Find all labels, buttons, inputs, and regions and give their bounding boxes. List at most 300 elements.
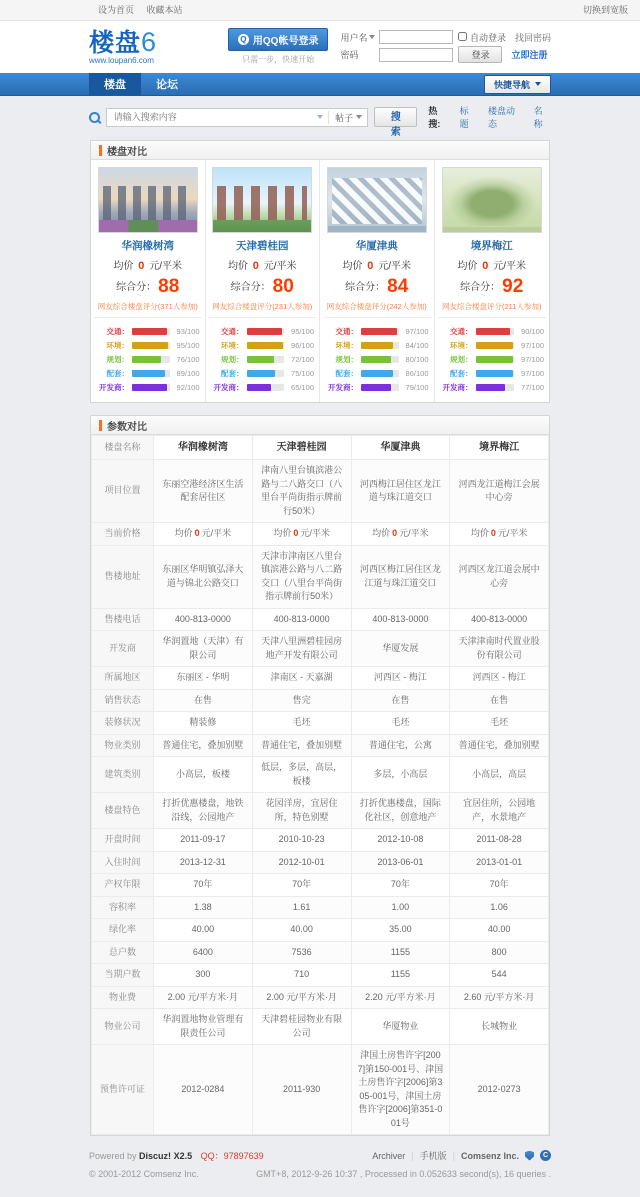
table-row bbox=[92, 896, 549, 919]
username-label: 用户名 bbox=[340, 31, 374, 44]
metric-bar-fill bbox=[132, 370, 165, 377]
metric-bar-fill bbox=[247, 328, 283, 335]
metric-bar-track bbox=[132, 356, 170, 363]
table-cell: 华厦发展 bbox=[351, 631, 450, 667]
price-value: 0 bbox=[490, 528, 496, 538]
table-row bbox=[92, 545, 549, 608]
table-cell: 1.61 bbox=[252, 896, 351, 919]
table-cell: 400-813-0000 bbox=[450, 608, 549, 631]
price-line bbox=[209, 257, 317, 272]
row-label: 当前价格 bbox=[92, 523, 154, 546]
discuz-brand[interactable]: Discuz! bbox=[139, 1151, 172, 1161]
property-column-header: 华厦津典 bbox=[351, 436, 450, 460]
quick-nav-button[interactable]: 快捷导航 bbox=[484, 75, 551, 94]
metric-bar-track bbox=[476, 356, 515, 363]
table-cell: 普通住宅，叠加别墅 bbox=[154, 734, 253, 757]
register-link[interactable]: 立即注册 bbox=[511, 50, 548, 60]
price-suffix: 元/平米 bbox=[375, 261, 411, 272]
set-home-link[interactable]: 设为首页 bbox=[98, 5, 135, 15]
logo-number: 6 bbox=[141, 26, 157, 57]
metric-bar-fill bbox=[132, 384, 167, 391]
search-scope-select[interactable]: 帖子 bbox=[328, 111, 362, 124]
score-value: 92 bbox=[502, 276, 524, 297]
vote-link[interactable]: 网友综合楼盘评分(231人参加) bbox=[212, 302, 313, 311]
row-label: 楼盘特色 bbox=[92, 793, 154, 829]
qq-icon bbox=[238, 34, 249, 45]
metric-bar-track bbox=[361, 356, 399, 363]
footer-stats: GMT+8, 2012-9-26 10:37 , Processed in 0.052633 second(s), 16 queries . bbox=[256, 1169, 551, 1179]
metric-bar-track bbox=[247, 328, 285, 335]
table-cell: 小高层，高层 bbox=[450, 757, 549, 793]
metric-score: 96/100 bbox=[291, 341, 314, 350]
page-footer bbox=[89, 1149, 551, 1179]
section-title: 参数对比 bbox=[107, 421, 147, 433]
row-label: 售楼地址 bbox=[92, 545, 154, 608]
table-cell: 东丽空港经济区生活配套居住区 bbox=[154, 460, 253, 523]
metric-row bbox=[211, 326, 315, 337]
table-cell: 1.00 bbox=[351, 896, 450, 919]
divider: | bbox=[411, 1150, 414, 1161]
metric-row bbox=[96, 326, 200, 337]
metric-bars bbox=[94, 317, 202, 398]
footer-powered: Powered by Discuz! X2.5 QQ：97897639 bbox=[89, 1151, 264, 1161]
metric-row bbox=[325, 382, 429, 393]
property-name-link[interactable]: 天津碧桂园 bbox=[236, 240, 289, 252]
property-column-header: 天津碧桂园 bbox=[252, 436, 351, 460]
hot-link-dynamics[interactable]: 楼盘动态 bbox=[487, 106, 515, 129]
metric-row bbox=[96, 368, 200, 379]
table-row bbox=[92, 964, 549, 987]
row-label: 销售状态 bbox=[92, 689, 154, 712]
table-cell: 544 bbox=[450, 964, 549, 987]
property-photo[interactable] bbox=[98, 167, 198, 233]
metric-bar-fill bbox=[476, 342, 513, 349]
metric-score: 95/100 bbox=[291, 327, 314, 336]
table-row bbox=[92, 1045, 549, 1135]
metric-score: 95/100 bbox=[176, 341, 200, 350]
table-row bbox=[92, 757, 549, 793]
row-label: 总户数 bbox=[92, 941, 154, 964]
metric-bar-fill bbox=[361, 370, 393, 377]
row-label: 入住时间 bbox=[92, 851, 154, 874]
metric-bar-track bbox=[361, 328, 399, 335]
table-row bbox=[92, 874, 549, 897]
price-prefix: 均价 bbox=[342, 261, 366, 272]
table-cell: 毛坯 bbox=[351, 712, 450, 735]
metric-bar-track bbox=[476, 342, 515, 349]
search-box bbox=[106, 108, 368, 127]
table-cell: 400-813-0000 bbox=[252, 608, 351, 631]
property-card bbox=[206, 160, 321, 402]
price-value: 0 bbox=[194, 528, 200, 538]
comsenz-icon[interactable] bbox=[540, 1150, 551, 1161]
metric-score: 65/100 bbox=[291, 383, 314, 392]
vote-link[interactable]: 网友综合楼盘评分(242人参加) bbox=[326, 302, 427, 311]
metric-bar-track bbox=[361, 342, 399, 349]
logo-text: 楼盘 bbox=[89, 28, 142, 57]
table-cell: 打折优惠楼盘，地铁沿线，公园地产 bbox=[154, 793, 253, 829]
property-name-link[interactable]: 境界梅江 bbox=[470, 240, 513, 252]
table-cell: 华厦物业 bbox=[351, 1009, 450, 1045]
row-label: 预售许可证 bbox=[92, 1045, 154, 1135]
table-cell: 宜居住所，公园地产，水景地产 bbox=[450, 793, 549, 829]
metric-label: 开发商： bbox=[328, 383, 358, 392]
table-cell: 天津津南时代置业股份有限公司 bbox=[450, 631, 549, 667]
metric-row bbox=[325, 340, 429, 351]
metric-label: 配套： bbox=[335, 369, 358, 378]
metric-label: 环境： bbox=[335, 341, 358, 350]
table-row bbox=[92, 667, 549, 690]
table-cell: 小高层，板楼 bbox=[154, 757, 253, 793]
metric-bar-fill bbox=[247, 370, 275, 377]
metric-score: 93/100 bbox=[176, 327, 200, 336]
auto-login-checkbox[interactable] bbox=[458, 32, 467, 41]
table-cell: 毛坯 bbox=[450, 712, 549, 735]
table-cell: 津南区 - 天嘉湖 bbox=[252, 667, 351, 690]
metric-score: 76/100 bbox=[176, 355, 200, 364]
metric-bar-fill bbox=[247, 356, 274, 363]
metric-row bbox=[211, 340, 315, 351]
topbar-right bbox=[583, 3, 628, 16]
table-cell: 2011-09-17 bbox=[154, 829, 253, 852]
forgot-password-link[interactable]: 找回密码 bbox=[514, 32, 551, 43]
search-icon bbox=[89, 112, 100, 123]
price-value: 0 bbox=[367, 260, 374, 272]
metric-row bbox=[211, 354, 315, 365]
qq-login-block bbox=[228, 28, 329, 65]
parameter-table bbox=[91, 435, 549, 1135]
metric-score: 97/100 bbox=[405, 327, 429, 336]
metric-score: 97/100 bbox=[521, 369, 544, 378]
metric-row bbox=[211, 382, 315, 393]
metric-score: 84/100 bbox=[405, 341, 429, 350]
metric-bar-fill bbox=[361, 384, 391, 391]
metric-bar-track bbox=[247, 342, 285, 349]
property-name-link[interactable]: 华润橡树湾 bbox=[121, 240, 174, 252]
metric-bar-track bbox=[361, 370, 399, 377]
auto-login-label: 自动登录 bbox=[469, 32, 506, 43]
nav-tab-loupan[interactable]: 楼盘 bbox=[89, 73, 141, 95]
switch-version-link[interactable]: 切换到宽版 bbox=[582, 5, 628, 15]
score-value: 84 bbox=[387, 276, 409, 297]
footer-links bbox=[372, 1149, 551, 1162]
table-cell: 800 bbox=[450, 941, 549, 964]
metric-score: 79/100 bbox=[405, 383, 429, 392]
property-column-header: 境界梅江 bbox=[450, 436, 549, 460]
metric-label: 环境： bbox=[221, 341, 244, 350]
section-accent-bar bbox=[99, 145, 102, 156]
score-label: 综合分： bbox=[116, 282, 157, 293]
topbar-left bbox=[98, 3, 193, 16]
metric-score: 92/100 bbox=[176, 383, 200, 392]
table-cell: 2.00 元/平方米·月 bbox=[252, 986, 351, 1009]
table-cell: 2013-01-01 bbox=[450, 851, 549, 874]
row-label: 项目位置 bbox=[92, 460, 154, 523]
metric-bar-track bbox=[476, 328, 515, 335]
metric-label: 开发商： bbox=[213, 383, 244, 392]
metric-label: 规划： bbox=[450, 355, 473, 364]
bookmark-link[interactable]: 收藏本站 bbox=[146, 5, 183, 15]
property-photo[interactable] bbox=[212, 167, 312, 233]
property-card bbox=[91, 160, 206, 402]
property-cards bbox=[91, 160, 549, 402]
metric-row bbox=[96, 382, 200, 393]
metric-bar-fill bbox=[247, 384, 271, 391]
metric-bar-track bbox=[476, 384, 515, 391]
price-suffix: 元/平米 bbox=[260, 261, 297, 272]
qq-login-label: 用QQ帐号登录 bbox=[252, 36, 319, 47]
row-label: 产权年限 bbox=[92, 874, 154, 897]
table-row bbox=[92, 608, 549, 631]
metric-label: 配套： bbox=[450, 369, 473, 378]
username-field[interactable] bbox=[379, 30, 453, 44]
row-label: 绿化率 bbox=[92, 919, 154, 942]
metric-row bbox=[325, 354, 429, 365]
metric-row bbox=[325, 326, 429, 337]
metric-row bbox=[96, 354, 200, 365]
table-cell: 2013-12-31 bbox=[154, 851, 253, 874]
metric-bar-track bbox=[476, 370, 515, 377]
table-row bbox=[92, 986, 549, 1009]
price-line bbox=[438, 257, 547, 272]
metric-label: 开发商： bbox=[99, 383, 129, 392]
table-cell: 河西梅江居住区龙江道与珠江道交口 bbox=[351, 460, 450, 523]
score-line bbox=[323, 276, 431, 298]
metric-score: 72/100 bbox=[291, 355, 314, 364]
metric-label: 配套： bbox=[106, 369, 129, 378]
search-input[interactable] bbox=[112, 111, 312, 123]
table-cell: 普通住宅，叠加别墅 bbox=[450, 734, 549, 757]
compare-section-header bbox=[91, 141, 549, 160]
password-label: 密码 bbox=[340, 50, 359, 60]
price-prefix: 均价 bbox=[113, 261, 137, 272]
table-cell: 毛坯 bbox=[252, 712, 351, 735]
chevron-down-icon bbox=[356, 115, 362, 119]
table-cell: 精装修 bbox=[154, 712, 253, 735]
table-cell: 2.00 元/平方米·月 bbox=[154, 986, 253, 1009]
metric-label: 交通： bbox=[106, 327, 129, 336]
qq-login-button[interactable] bbox=[228, 28, 329, 51]
table-cell: 河西区龙江道会展中心旁 bbox=[450, 545, 549, 608]
metric-bars bbox=[438, 317, 547, 398]
metric-label: 交通： bbox=[221, 327, 244, 336]
metric-bar-track bbox=[132, 328, 170, 335]
chevron-down-icon[interactable] bbox=[369, 35, 375, 39]
table-cell: 河西区 - 梅江 bbox=[450, 667, 549, 690]
score-value: 80 bbox=[272, 276, 294, 297]
vote-link[interactable]: 网友综合楼盘评分(371人参加) bbox=[97, 302, 198, 311]
metric-bar-fill bbox=[361, 328, 397, 335]
row-label: 楼盘名称 bbox=[92, 436, 154, 460]
hot-link-name[interactable]: 名称 bbox=[533, 106, 543, 129]
mobile-link[interactable]: 手机版 bbox=[419, 1151, 447, 1161]
metric-label: 环境： bbox=[106, 341, 129, 350]
chevron-down-icon bbox=[535, 82, 541, 86]
metric-label: 交通： bbox=[450, 327, 473, 336]
nav-tab-forum[interactable]: 论坛 bbox=[156, 79, 178, 91]
table-row bbox=[92, 460, 549, 523]
property-name-link[interactable]: 华厦津典 bbox=[355, 240, 398, 252]
row-label: 建筑类别 bbox=[92, 757, 154, 793]
divider: | bbox=[452, 1150, 455, 1161]
table-cell: 2012-0273 bbox=[450, 1045, 549, 1135]
table-cell: 2011-08-28 bbox=[450, 829, 549, 852]
metric-bar-track bbox=[361, 384, 399, 391]
password-field[interactable] bbox=[379, 48, 453, 62]
table-cell: 1155 bbox=[351, 941, 450, 964]
metric-score: 90/100 bbox=[521, 327, 544, 336]
section-title: 楼盘对比 bbox=[107, 146, 147, 158]
table-cell: 7536 bbox=[252, 941, 351, 964]
table-cell: 东丽区 - 华明 bbox=[154, 667, 253, 690]
login-button[interactable]: 登录 bbox=[458, 46, 502, 63]
table-cell: 35.00 bbox=[351, 919, 450, 942]
metric-row bbox=[440, 368, 545, 379]
table-cell: 2.20 元/平方米·月 bbox=[351, 986, 450, 1009]
price-value: 0 bbox=[138, 260, 145, 272]
metric-label: 环境： bbox=[450, 341, 473, 350]
table-row bbox=[92, 919, 549, 942]
table-cell: 东丽区华明镇弘泽大道与锦北公路交口 bbox=[154, 545, 253, 608]
row-label: 当期户数 bbox=[92, 964, 154, 987]
metric-bar-track bbox=[247, 356, 285, 363]
metric-bar-track bbox=[132, 370, 170, 377]
main-navbar bbox=[0, 73, 640, 96]
table-cell: 多层，小高层 bbox=[351, 757, 450, 793]
metric-bar-fill bbox=[132, 356, 161, 363]
table-cell: 津南八里台镇滨港公路与二八路交口（八里台平尚街指示牌前行50米） bbox=[252, 460, 351, 523]
table-cell: 均价 0 元/平米 bbox=[252, 523, 351, 546]
metric-bar-track bbox=[247, 384, 285, 391]
table-row bbox=[92, 941, 549, 964]
metric-row bbox=[440, 382, 545, 393]
search-bar bbox=[89, 104, 551, 138]
table-cell: 均价 0 元/平米 bbox=[351, 523, 450, 546]
comsenz-link[interactable]: Comsenz Inc. bbox=[460, 1150, 519, 1161]
property-card bbox=[435, 160, 550, 402]
hot-link-title[interactable]: 标题 bbox=[459, 106, 469, 129]
property-photo[interactable] bbox=[442, 167, 542, 233]
table-cell: 华润置地（天津）有限公司 bbox=[154, 631, 253, 667]
metric-score: 86/100 bbox=[405, 369, 429, 378]
row-label: 所属地区 bbox=[92, 667, 154, 690]
table-cell: 津国土房售许字[2007]第150-001号、津国土房售许字[2006]第305-001号，津国土房售许字[2006]第351-001号 bbox=[351, 1045, 450, 1135]
table-cell: 华润置地物业管理有限责任公司 bbox=[154, 1009, 253, 1045]
price-suffix: 元/平米 bbox=[146, 261, 182, 272]
table-cell: 2.60 元/平方米·月 bbox=[450, 986, 549, 1009]
table-cell: 40.00 bbox=[450, 919, 549, 942]
property-compare-panel bbox=[90, 140, 550, 403]
table-cell: 长城物业 bbox=[450, 1009, 549, 1045]
table-cell: 河西区 - 梅江 bbox=[351, 667, 450, 690]
metric-row bbox=[325, 368, 429, 379]
metric-bar-track bbox=[132, 384, 170, 391]
property-photo[interactable] bbox=[327, 167, 427, 233]
metric-row bbox=[96, 340, 200, 351]
metric-bars bbox=[323, 317, 431, 398]
table-row bbox=[92, 829, 549, 852]
table-header-row bbox=[92, 436, 549, 460]
row-label: 装修状况 bbox=[92, 712, 154, 735]
table-cell: 低层，多层，高层，板楼 bbox=[252, 757, 351, 793]
table-row bbox=[92, 631, 549, 667]
metric-score: 77/100 bbox=[521, 383, 544, 392]
table-cell: 2010-10-23 bbox=[252, 829, 351, 852]
metric-score: 97/100 bbox=[521, 341, 544, 350]
table-cell: 普通住宅，叠加别墅 bbox=[252, 734, 351, 757]
table-cell: 400-813-0000 bbox=[154, 608, 253, 631]
qq-login-hint: 只需一步，快速开始 bbox=[242, 55, 315, 64]
metric-label: 配套： bbox=[221, 369, 244, 378]
table-cell: 打折优惠楼盘，国际化社区，创意地产 bbox=[351, 793, 450, 829]
footer-copyright: © 2001-2012 Comsenz Inc. bbox=[89, 1169, 199, 1179]
table-cell: 70年 bbox=[351, 874, 450, 897]
table-cell: 2013-06-01 bbox=[351, 851, 450, 874]
archiver-link[interactable]: Archiver bbox=[372, 1150, 406, 1161]
metric-bar-fill bbox=[247, 342, 283, 349]
score-line bbox=[209, 276, 317, 298]
metric-bar-fill bbox=[361, 342, 393, 349]
metric-score: 97/100 bbox=[521, 355, 544, 364]
metric-bar-fill bbox=[361, 356, 391, 363]
table-cell: 2011-930 bbox=[252, 1045, 351, 1135]
price-value: 0 bbox=[482, 260, 489, 272]
metric-score: 75/100 bbox=[291, 369, 314, 378]
table-cell: 70年 bbox=[252, 874, 351, 897]
table-cell: 1155 bbox=[351, 964, 450, 987]
price-prefix: 均价 bbox=[457, 261, 481, 272]
vote-link[interactable]: 网友综合楼盘评分(211人参加) bbox=[442, 302, 542, 311]
table-cell: 在售 bbox=[450, 689, 549, 712]
site-logo[interactable] bbox=[89, 26, 157, 65]
score-label: 综合分： bbox=[230, 282, 271, 293]
search-button[interactable]: 搜索 bbox=[374, 107, 417, 127]
table-cell: 普通住宅，公寓 bbox=[351, 734, 450, 757]
price-value: 0 bbox=[392, 528, 398, 538]
table-cell: 70年 bbox=[154, 874, 253, 897]
section-accent-bar bbox=[99, 420, 102, 431]
row-label: 物业公司 bbox=[92, 1009, 154, 1045]
property-card bbox=[320, 160, 435, 402]
metric-row bbox=[211, 368, 315, 379]
row-label: 开发商 bbox=[92, 631, 154, 667]
table-row bbox=[92, 851, 549, 874]
metric-bars bbox=[209, 317, 317, 398]
table-cell: 6400 bbox=[154, 941, 253, 964]
footer-qq: QQ：97897639 bbox=[200, 1151, 264, 1161]
auto-login-option[interactable] bbox=[458, 31, 506, 44]
metric-bar-fill bbox=[476, 328, 511, 335]
table-row bbox=[92, 734, 549, 757]
logo-url: www.loupan6.com bbox=[89, 55, 154, 65]
table-cell: 在售 bbox=[154, 689, 253, 712]
params-section-header bbox=[91, 416, 549, 435]
top-utility-bar bbox=[0, 0, 640, 21]
search-history-icon[interactable] bbox=[317, 115, 323, 119]
table-cell: 2012-10-08 bbox=[351, 829, 450, 852]
score-line bbox=[438, 276, 547, 298]
table-cell: 300 bbox=[154, 964, 253, 987]
score-label: 综合分： bbox=[345, 282, 386, 293]
metric-bar-track bbox=[247, 370, 285, 377]
metric-row bbox=[440, 354, 545, 365]
table-cell: 400-813-0000 bbox=[351, 608, 450, 631]
score-value: 88 bbox=[158, 276, 180, 297]
security-badge-icon[interactable] bbox=[525, 1151, 534, 1161]
table-cell: 天津八里洲碧桂园房地产开发有限公司 bbox=[252, 631, 351, 667]
row-label: 开盘时间 bbox=[92, 829, 154, 852]
metric-bar-fill bbox=[476, 384, 506, 391]
